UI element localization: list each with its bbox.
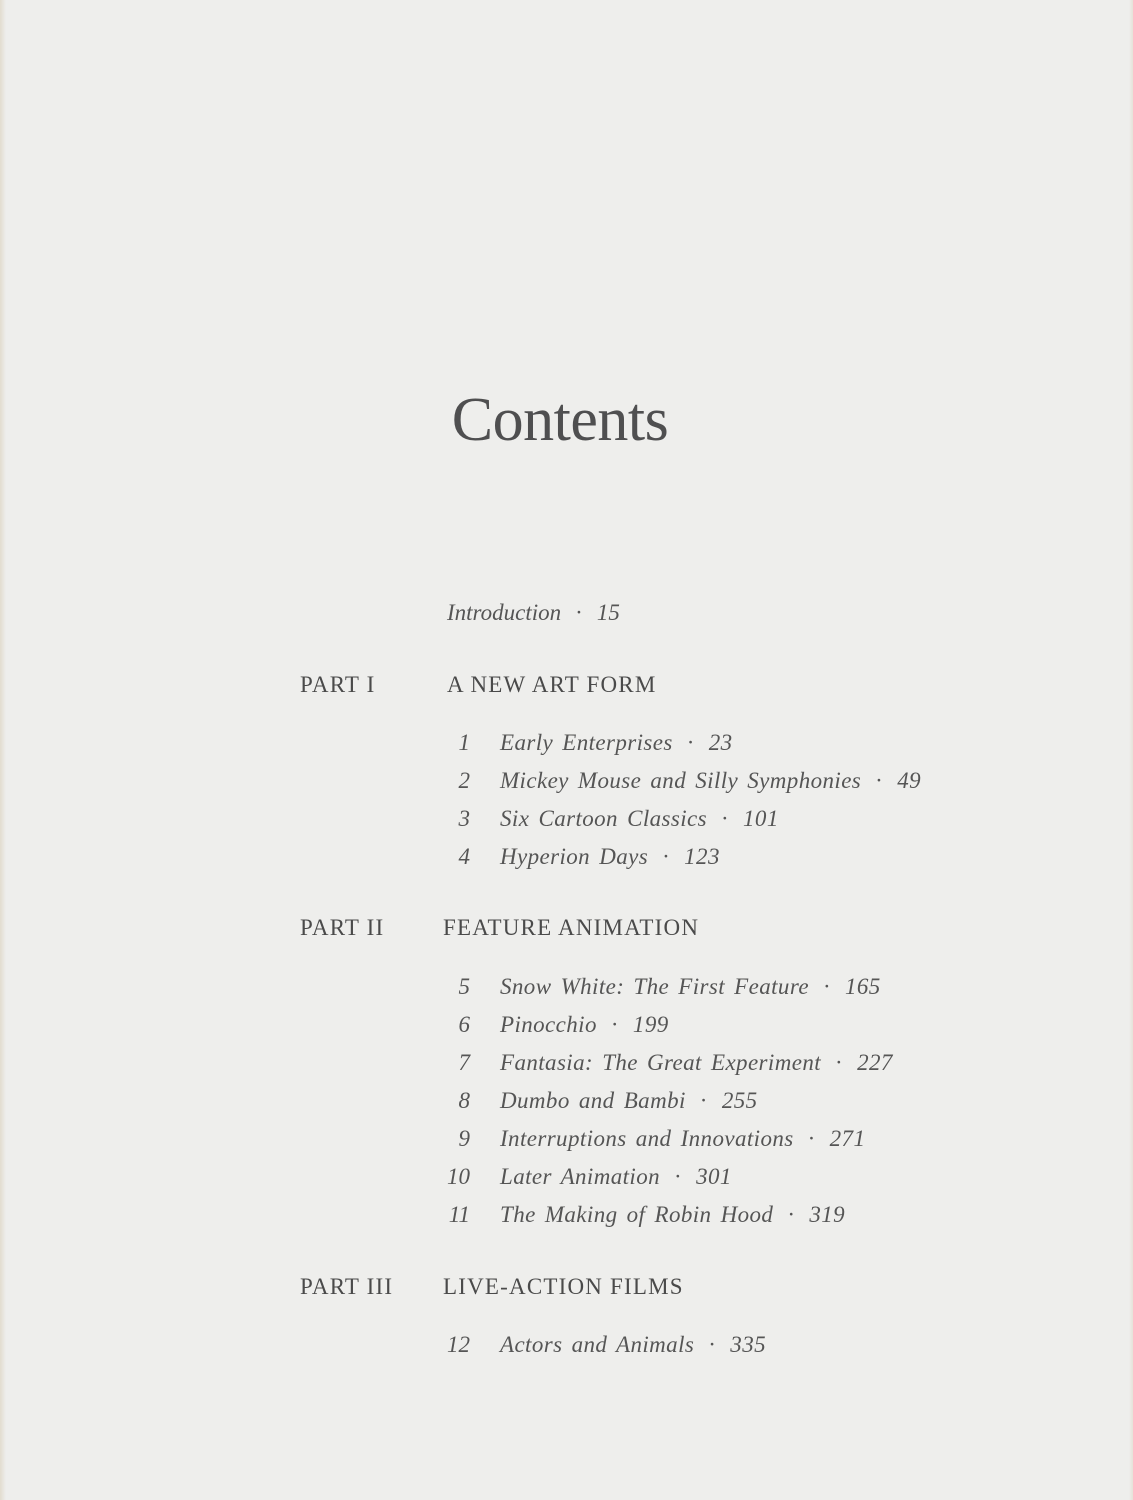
chapter-title-line	[500, 974, 881, 1000]
chapter-page: 227	[857, 1050, 893, 1075]
chapter-title: Fantasia: The Great Experiment	[500, 1050, 822, 1075]
chapter-page: 271	[829, 1126, 866, 1151]
chapter-title-line	[500, 768, 921, 794]
toc-entry-introduction[interactable]	[447, 600, 620, 626]
part-label: PART I	[300, 672, 376, 697]
separator-dot: ·	[807, 1126, 816, 1151]
chapter-title-line	[500, 1164, 732, 1190]
chapter-title-line	[500, 1088, 758, 1114]
separator-dot: ·	[699, 1088, 708, 1113]
chapter-number: 3	[458, 806, 470, 831]
part-title: A NEW ART FORM	[447, 672, 657, 697]
chapter-title-line	[500, 1126, 865, 1152]
chapter-page: 319	[809, 1202, 846, 1227]
chapter-number: 4	[458, 844, 470, 869]
chapter-page: 255	[721, 1088, 758, 1113]
chapter-title-line	[500, 730, 733, 756]
chapter-number: 6	[458, 1012, 470, 1037]
chapter-page: 301	[696, 1164, 732, 1189]
chapter-page: 199	[632, 1012, 669, 1037]
separator-dot: ·	[720, 806, 730, 831]
chapter-title-line	[500, 1202, 845, 1228]
part-label: PART II	[300, 915, 385, 940]
separator-dot: ·	[875, 768, 884, 793]
chapter-title: Interruptions and Innovations	[500, 1126, 794, 1151]
separator-dot: ·	[708, 1332, 717, 1357]
part-label: PART III	[300, 1274, 394, 1299]
chapter-page: 335	[730, 1332, 766, 1357]
chapter-number: 9	[458, 1126, 470, 1151]
separator-dot: ·	[575, 600, 583, 625]
separator-dot: ·	[610, 1012, 619, 1037]
chapter-title-line	[500, 844, 720, 870]
separator-dot: ·	[787, 1202, 796, 1227]
introduction-title: Introduction	[447, 600, 562, 625]
separator-dot: ·	[662, 844, 671, 869]
chapter-number: 7	[458, 1050, 470, 1075]
chapter-number: 10	[447, 1164, 470, 1189]
chapter-title: Later Animation	[500, 1164, 661, 1189]
chapter-page: 101	[743, 806, 779, 831]
separator-dot: ·	[822, 974, 831, 999]
chapter-title-line	[500, 1050, 893, 1076]
chapter-page: 165	[845, 974, 881, 999]
chapter-number: 11	[448, 1202, 470, 1227]
chapter-title: Snow White: The First Feature	[500, 974, 809, 999]
part-title: LIVE-ACTION FILMS	[443, 1274, 684, 1299]
chapter-number: 5	[458, 974, 470, 999]
separator-dot: ·	[674, 1164, 683, 1189]
separator-dot: ·	[835, 1050, 844, 1075]
chapter-page: 123	[684, 844, 720, 869]
chapter-title: Mickey Mouse and Silly Symphonies	[500, 768, 862, 793]
chapter-title-line	[500, 806, 779, 832]
chapter-title: Dumbo and Bambi	[500, 1088, 686, 1113]
chapter-page: 49	[897, 768, 922, 793]
introduction-page: 15	[596, 600, 620, 625]
chapter-number: 2	[458, 768, 470, 793]
chapter-title: Early Enterprises	[500, 730, 673, 755]
part-title: FEATURE ANIMATION	[443, 915, 700, 940]
chapter-title: Hyperion Days	[500, 844, 649, 869]
page-title: Contents	[451, 386, 669, 454]
chapter-title: Six Cartoon Classics	[500, 806, 707, 831]
chapter-title-line	[500, 1012, 669, 1038]
separator-dot: ·	[686, 730, 695, 755]
chapter-number: 12	[447, 1332, 470, 1357]
chapter-title: Pinocchio	[500, 1012, 597, 1037]
chapter-page: 23	[708, 730, 733, 755]
chapter-title: Actors and Animals	[500, 1332, 695, 1357]
chapter-title-line	[500, 1332, 766, 1358]
chapter-number: 1	[458, 730, 470, 755]
chapter-number: 8	[458, 1088, 470, 1113]
chapter-title: The Making of Robin Hood	[500, 1202, 774, 1227]
